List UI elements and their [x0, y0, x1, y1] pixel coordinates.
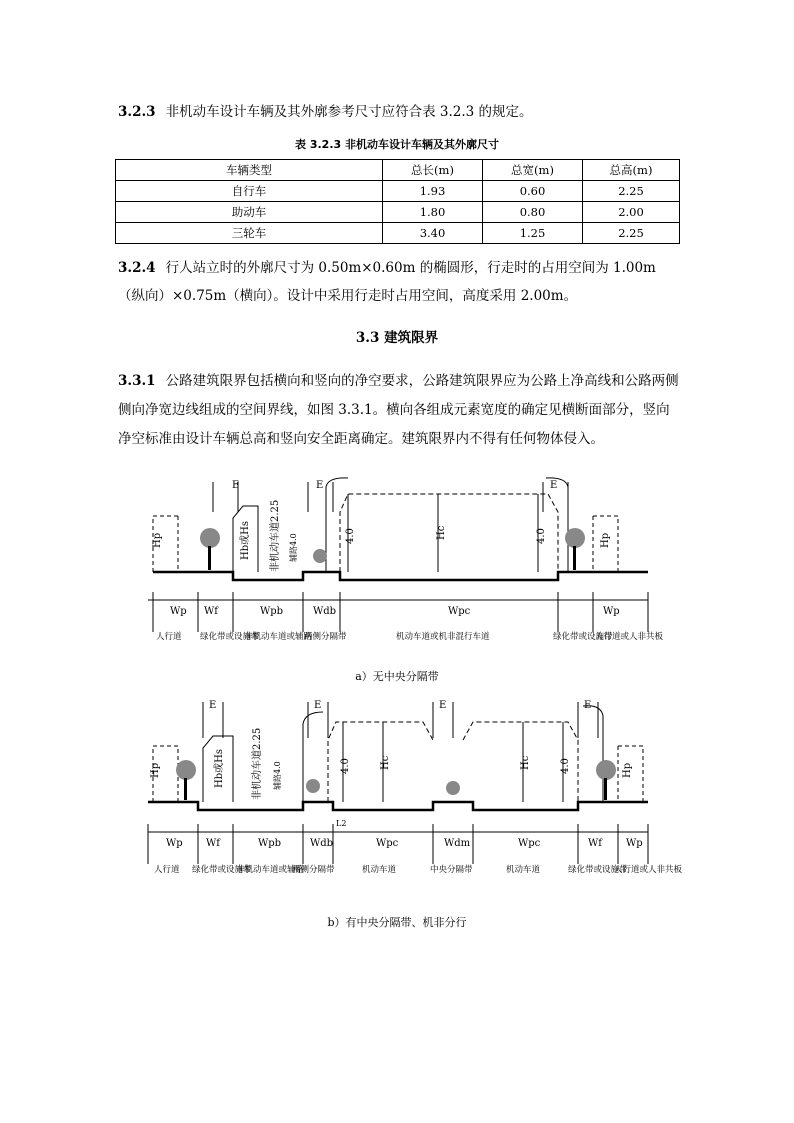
clause-text: 公路建筑限界包括横向和竖向的净空要求，公路建筑限界应为公路上净高线和公路两侧侧向净宽边线组成的空间界线，如图 3.3.1。横向各组成元素宽度的确定见横断面部分，竖向净空标准由设计车辆总高和竖向安全距离确定。建筑限界内不得有任何物体侵入。: [118, 373, 679, 447]
column-header: 总宽(m): [483, 160, 583, 181]
tree-icon: [565, 528, 585, 548]
label-4-0: 4.0: [345, 528, 356, 544]
label-Wp: Wp: [170, 606, 187, 617]
tree-trunk: [184, 778, 187, 800]
label-Hp: Hp: [622, 762, 633, 778]
label-Hb-or-Hs: Hb或Hs: [214, 749, 225, 788]
table-cell: 2.00: [583, 202, 680, 223]
lamp-post-left: [326, 478, 348, 572]
zone-label: 非机动车道或辅路: [244, 632, 313, 642]
label-Wdb: Wdb: [310, 838, 334, 849]
label-Hp: Hp: [600, 532, 611, 548]
label-E: E: [232, 480, 240, 491]
shrub-icon: [446, 781, 460, 795]
zone-label: 绿化带或设施带: [568, 865, 628, 875]
diagram-labels: [150, 700, 643, 849]
table-row: [116, 223, 680, 244]
label-Wpb: Wpb: [260, 606, 284, 617]
label-Wpc: Wpc: [518, 838, 541, 849]
zone-label: 两侧分隔带: [292, 865, 335, 875]
table-cell: 0.60: [483, 181, 583, 202]
label-Wdb: Wdb: [313, 606, 337, 617]
label-Wpc: Wpc: [448, 606, 471, 617]
zone-label: 机动车道: [362, 865, 397, 875]
column-header: 总长(m): [383, 160, 483, 181]
zone-label: 非机动车道或辅路: [236, 865, 305, 875]
table-row: [116, 202, 680, 223]
lamp-post-right: [546, 478, 568, 572]
label-nonmotor-height: 非机动车道2.25: [252, 727, 263, 800]
table-cell: 1.93: [383, 181, 483, 202]
label-aux-road-height: 辅路4.0: [273, 761, 282, 790]
zone-label: 绿化带或设施带: [192, 865, 252, 875]
label-E: E: [314, 700, 322, 711]
clause-number: 3.3.1: [118, 373, 156, 389]
label-Wp: Wp: [166, 838, 183, 849]
shrub-icon: [313, 549, 327, 563]
tree-icon: [596, 760, 616, 780]
motor-clearance: [340, 494, 558, 572]
tree-trunk: [208, 546, 211, 570]
clearance-diagram-a: [148, 472, 664, 672]
tree-trunk: [573, 546, 576, 570]
label-Wpb: Wpb: [258, 838, 282, 849]
zone-label: 绿化带或设施带: [553, 632, 613, 642]
clearance-diagram-b: [148, 692, 683, 904]
label-Hb-or-Hs: Hb或Hs: [240, 521, 251, 560]
table-header-row: [116, 160, 680, 181]
section-heading: 3.3 建筑限界: [355, 330, 439, 346]
table-cell: 自行车: [116, 181, 383, 202]
zone-label: 机动车道: [506, 865, 541, 875]
clause-text: 非机动车设计车辆及其外廓参考尺寸应符合表 3.2.3 的规定。: [165, 104, 533, 120]
clause-number: 3.2.3: [118, 104, 156, 120]
zone-label: 两侧分隔带: [304, 632, 347, 642]
zone-label: 人行道: [156, 632, 182, 642]
table-cell: 0.80: [483, 202, 583, 223]
clause-3-2-4: [118, 254, 680, 310]
table-cell: 1.80: [383, 202, 483, 223]
zone-label: 绿化带或设施带: [200, 632, 260, 642]
label-Wf: Wf: [206, 838, 220, 849]
lamp-post-right: [583, 706, 603, 802]
table-cell: 2.25: [583, 181, 680, 202]
clause-number: 3.2.4: [118, 260, 156, 276]
table-cell: 助动车: [116, 202, 383, 223]
label-E: E: [584, 700, 592, 711]
zone-label: 中央分隔带: [430, 865, 473, 875]
column-header: 车辆类型: [116, 160, 383, 181]
label-E: E: [550, 480, 558, 491]
road-surface-line: [153, 572, 648, 580]
label-Wpc: Wpc: [376, 838, 399, 849]
table-cell: 1.25: [483, 223, 583, 244]
clause-3-2-3: [118, 101, 680, 123]
tree-icon: [176, 760, 196, 780]
zone-label: 人行道或人非共板: [614, 865, 683, 875]
label-E: E: [209, 700, 217, 711]
zone-label: 人行道: [154, 865, 180, 875]
clause-3-3-1: [118, 367, 680, 454]
figure-caption-a: a）无中央分隔带: [355, 670, 439, 683]
label-nonmotor-height: 非机动车道2.25: [270, 499, 281, 572]
table-cell: 2.25: [583, 223, 680, 244]
tree-icon: [200, 528, 220, 548]
label-E: E: [316, 480, 324, 491]
label-E: E: [439, 700, 447, 711]
label-Hc: Hc: [436, 525, 447, 540]
label-L2: L2: [336, 819, 347, 828]
zone-labels: [154, 864, 683, 875]
label-aux-road-height: 辅路4.0: [289, 533, 298, 562]
label-Hp: Hp: [150, 762, 161, 778]
label-Hp: Hp: [152, 532, 163, 548]
label-Wp: Wp: [603, 606, 620, 617]
table-cell: 3.40: [383, 223, 483, 244]
table-cell: 三轮车: [116, 223, 383, 244]
label-4-0: 4.0: [536, 528, 547, 544]
label-Wdm: Wdm: [444, 838, 471, 849]
shrub-icon: [306, 779, 320, 793]
label-4-0: 4.0: [560, 758, 571, 774]
table-caption: 表 3.2.3 非机动车设计车辆及其外廓尺寸: [295, 138, 499, 151]
label-Wp: Wp: [626, 838, 643, 849]
road-surface-line: [148, 802, 648, 810]
zone-label: 机动车道或机非混行车道: [396, 632, 490, 642]
label-Wf: Wf: [588, 838, 602, 849]
label-4-0: 4.0: [340, 758, 351, 774]
zone-label: 人行道或人非共板: [595, 632, 664, 642]
figure-caption-b: b）有中央分隔带、机非分行: [327, 916, 467, 929]
zone-labels: [156, 631, 664, 642]
tree-icons: [176, 760, 616, 800]
label-Hc: Hc: [380, 755, 391, 770]
table-row: [116, 181, 680, 202]
label-Wf: Wf: [204, 606, 218, 617]
vehicle-dimension-table: [115, 159, 680, 244]
clause-text: 行人站立时的外廓尺寸为 0.50m×0.60m 的椭圆形，行走时的占用空间为 1.00m（纵向）×0.75m（横向）。设计中采用行走时占用空间，高度采用 2.00m。: [118, 260, 656, 304]
tree-trunk: [604, 778, 607, 800]
label-Hc: Hc: [520, 755, 531, 770]
diagram-labels: [152, 480, 620, 617]
column-header: 总高(m): [583, 160, 680, 181]
